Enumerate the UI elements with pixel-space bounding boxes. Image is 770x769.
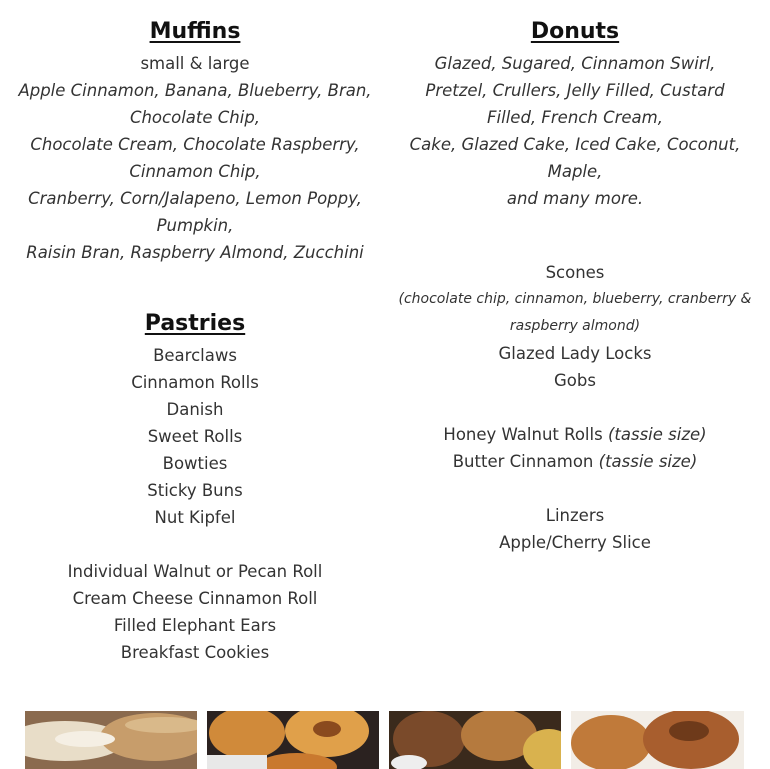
muffins-sizes: small & large xyxy=(140,54,250,73)
pastry-item: Breakfast Cookies xyxy=(120,643,270,662)
pastry-item: Cream Cheese Cinnamon Roll xyxy=(72,589,318,608)
muffins-heading: Muffins xyxy=(149,19,241,44)
honey-walnut-rolls xyxy=(395,421,755,448)
scones-label: Scones xyxy=(545,263,605,282)
muffins-flavors-2: Chocolate Cream, Chocolate Raspberry, Cinnamon Chip, xyxy=(30,135,360,181)
pastry-item: Cinnamon Rolls xyxy=(131,373,259,392)
butter-cinnamon xyxy=(395,448,755,475)
donuts-flavors-1: Glazed, Sugared, Cinnamon Swirl, Pretzel, Crullers, Jelly Filled, Custard Filled, French Cream, xyxy=(425,54,725,127)
muffins-flavors-3: Cranberry, Corn/Jalapeno, Lemon Poppy, Pumpkin, xyxy=(28,189,362,235)
donuts-flavors-3: and many more. xyxy=(506,189,644,208)
pastries-heading: Pastries xyxy=(144,311,246,336)
muffins-flavors-1: Apple Cinnamon, Banana, Blueberry, Bran, Chocolate Chip, xyxy=(18,81,372,127)
honey-walnut-note: (tassie size) xyxy=(607,425,707,444)
gobs-label: Gobs xyxy=(554,371,596,390)
scones-detail: (chocolate chip, cinnamon, blueberry, cranberry & raspberry almond) xyxy=(398,291,752,334)
pastry-item: Bearclaws xyxy=(153,346,237,365)
linzers-label: Linzers xyxy=(545,506,605,525)
lady-locks-label: Glazed Lady Locks xyxy=(498,344,652,363)
donuts-heading: Donuts xyxy=(530,19,620,44)
pastry-item: Bowties xyxy=(162,454,228,473)
butter-cinnamon-label: Butter Cinnamon xyxy=(452,452,594,471)
pastry-photo[interactable] xyxy=(25,711,197,769)
pastry-item: Nut Kipfel xyxy=(154,508,236,527)
pastry-item: Sticky Buns xyxy=(147,481,243,500)
donuts-flavors-2: Cake, Glazed Cake, Iced Cake, Coconut, Maple, xyxy=(409,135,741,181)
pastry-item: Danish xyxy=(166,400,224,419)
pastry-item: Filled Elephant Ears xyxy=(113,616,277,635)
pastry-item: Sweet Rolls xyxy=(147,427,243,446)
muffin-photo[interactable] xyxy=(571,711,744,769)
cinnamon-roll-photo[interactable] xyxy=(207,711,379,769)
right-column xyxy=(395,0,755,556)
apple-cherry-label: Apple/Cherry Slice xyxy=(499,533,651,552)
muffins-flavors-4: Raisin Bran, Raspberry Almond, Zucchini xyxy=(26,243,364,262)
honey-walnut-label: Honey Walnut Rolls xyxy=(443,425,603,444)
photo-strip xyxy=(0,711,770,769)
left-column xyxy=(10,0,380,666)
pastry-item: Individual Walnut or Pecan Roll xyxy=(67,562,323,581)
butter-cinnamon-note: (tassie size) xyxy=(598,452,698,471)
muffins-photo[interactable] xyxy=(389,711,561,769)
